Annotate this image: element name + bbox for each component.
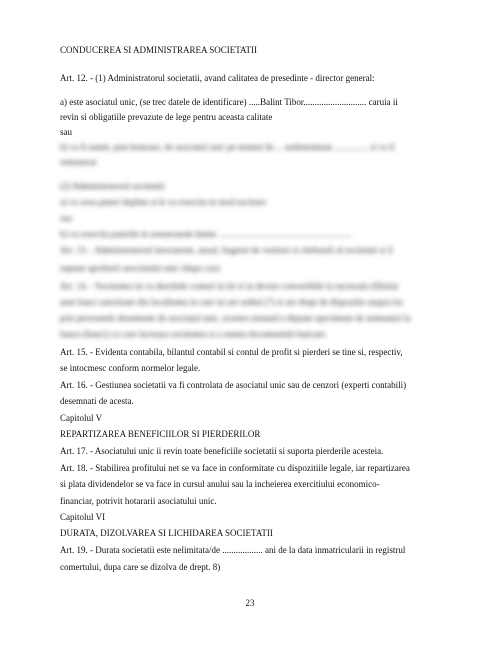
- blurred-line: prin persoanele desemnate de asociatul unic, acestea urmand a depune specimene de semnaturi la: [60, 313, 411, 323]
- paragraph-line: desemnati de acesta.: [60, 396, 134, 406]
- paragraph-line: revin si obligatiile prevazute de lege pentru aceasta calitate: [60, 112, 273, 122]
- paragraph-line: Art. 16. - Gestiunea societatii va fi controlata de asociatul unic sau de cenzori (experti contabili): [60, 380, 407, 390]
- section-heading: DURATA, DIZOLVAREA SI LICHIDAREA SOCIETATII: [60, 528, 273, 538]
- blurred-line: remunerat: [60, 157, 97, 167]
- paragraph-line: sau: [60, 127, 72, 137]
- blurred-line: a) va avea puteri depline si le va exercita in mod exclusiv: [60, 197, 267, 207]
- paragraph-line: Art. 17. - Asociatului unic ii revin toate beneficiile societatii si suporta pierderile acesteia.: [60, 446, 384, 456]
- blurred-line: supune aprobarii asociatului unic (dupa caz).: [60, 263, 222, 273]
- paragraph-line: financiar, potrivit hotararii asociatului unic.: [60, 496, 217, 506]
- blurred-line: b) va fi numit, prin hotarare, de asociatul unic pe termen de ... nedeterminat ............... si va fi: [60, 142, 395, 152]
- section-heading: REPARTIZAREA BENEFICIILOR SI PIERDERILOR: [60, 429, 261, 439]
- blurred-line: b) va exercita puterile in urmatoarele limite ...........................................................: [60, 229, 352, 239]
- paragraph-line: Art. 15. - Evidenta contabila, bilantul contabil si contul de profit si pierderi se tine si, respectiv,: [60, 347, 403, 357]
- blurred-line: unei banci autorizate din localitatea in care isi are sediul (7) si are drept de dispozitie asupra lor: [60, 297, 404, 307]
- chapter-label: Capitolul VI: [60, 512, 106, 522]
- paragraph-line: Art. 12. - (1) Administratorul societatii, avand calitatea de presedinte - director general:: [60, 73, 375, 83]
- blurred-line: sau: [60, 213, 72, 223]
- blurred-line: Art. 14. - Societatea isi va deschide conturi in lei si in devize convertibile la sucursala (filiala): [60, 281, 398, 291]
- blurred-line: banca (banci) cu care lucreaza societatea si a semna documentele bancare.: [60, 329, 328, 339]
- paragraph-line: si plata dividendelor se va face in cursul anului sau la incheierea exercitiului economico-: [60, 479, 380, 489]
- paragraph-line: Art. 19. - Durata societatii este nelimitata/de .................. ani de la data inmatricularii in registrul: [60, 545, 406, 555]
- paragraph-line: a) este asociatul unic, (se trec datele de identificare) .....Balint Tibor............................ caruia ii: [60, 97, 398, 107]
- section-heading: CONDUCEREA SI ADMINISTRAREA SOCIETATII: [60, 45, 258, 55]
- paragraph-line: se intocmesc conform normelor legale.: [60, 363, 201, 373]
- page-number: 23: [245, 598, 255, 608]
- blurred-line: (2) Administratorul societatii: [60, 181, 165, 191]
- chapter-label: Capitolul V: [60, 413, 103, 423]
- paragraph-line: Art. 18. - Stabilirea profitului net se va face in conformitate cu dispozitiile legale, iar repartizarea: [60, 463, 410, 473]
- paragraph-line: comertului, dupa care se dizolva de drept. 8): [60, 562, 221, 572]
- blurred-line: Art. 13. - Administratorul intocmeste, anual, bugetul de venituri si cheltuieli al societatii si il: [60, 245, 393, 255]
